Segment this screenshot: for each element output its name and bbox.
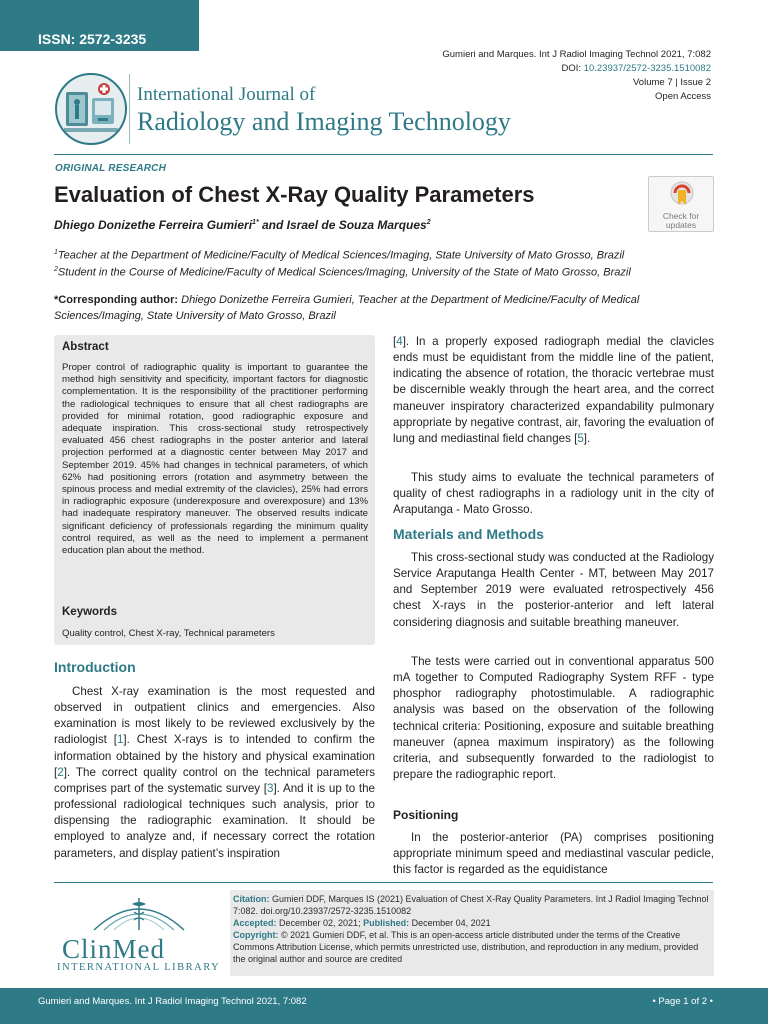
corresponding-author-label: *Corresponding author: xyxy=(54,294,179,306)
copyright-row xyxy=(233,929,713,965)
check-updates-line2: updates xyxy=(665,220,697,230)
bookmark-icon xyxy=(669,181,695,209)
page-indicator: • Page 1 of 2 • xyxy=(652,996,713,1007)
publisher-subtitle: INTERNATIONAL LIBRARY xyxy=(57,962,221,973)
affiliation-2-text: Student in the Course of Medicine/Faculty of Medical Sciences/Imaging, University of the State of Mato Grosso, Brazil xyxy=(57,266,631,279)
intro-text-b: ]. Chest X-rays is to intended to confirm the information obtained by the history and physical examination [ xyxy=(54,733,375,779)
publisher-logo-icon xyxy=(84,892,194,934)
introduction-paragraph-1 xyxy=(54,684,375,862)
citation-label: Citation: xyxy=(233,894,270,904)
author-1-sup: 1* xyxy=(252,219,259,226)
citation-block xyxy=(233,893,713,966)
intro2-text-b: ]. In a properly exposed radiograph medial the clavicles ends must be equidistant from the middle line of the patient, indicating the absence of rotation, the thoracic vertebrae must be discernible weakly through the heart area, and the correct maneuver inspiratory characterized expandability pulmonary appropriate by negative contrast, air, favoring the evaluation of lung and mediastinal field changes [ xyxy=(393,335,714,445)
author-list xyxy=(54,218,431,232)
citation-link-4[interactable]: 4 xyxy=(396,335,403,348)
issn-text: ISSN: 2572-3235 xyxy=(38,31,147,47)
journal-logo-icon xyxy=(54,72,128,146)
header-divider xyxy=(54,154,713,155)
citation-line: Gumieri and Marques. Int J Radiol Imaging Technol 2021, 7:082 xyxy=(442,49,711,60)
citation-link-1[interactable]: 1 xyxy=(116,733,124,747)
accepted-label: Accepted: xyxy=(233,918,277,929)
affiliation-1-text: Teacher at the Department of Medicine/Faculty of Medical Sciences/Imaging, State University of Mato Grosso, Brazil xyxy=(57,249,625,262)
intro-text-a: Chest X-ray examination is the most requested and observed in outpatient clinics and emergencies. Also examination is most likely to be reviewed exclusively by the radiologist [ xyxy=(54,685,375,747)
open-access-label: Open Access xyxy=(655,91,711,102)
article-type: ORIGINAL RESEARCH xyxy=(55,163,167,174)
affiliation-1 xyxy=(54,249,624,262)
citation-link-5[interactable]: 5 xyxy=(577,431,584,445)
publisher-name: ClinMed xyxy=(62,934,166,964)
intro-text-d: ]. And it is up to the professional radiological techniques such analysis, prior to dispensing the radiographic examination. It should be employed to analyze and, if necessary correct the rotation parameters, and display patient’s inspiration xyxy=(54,781,376,860)
methods-paragraph-1: This cross-sectional study was conducted at the Radiology Service Araputanga Health Center - MT, between May 2017 and September 2019 were evaluated retrospectively 456 chest X-rays in the posterior-anterior and left lateral considering diagnosis and suitable breathing maneuver. xyxy=(393,551,714,629)
doi-link[interactable]: 10.23937/2572-3235.1510082 xyxy=(583,63,711,74)
citation-row xyxy=(233,893,713,917)
footer-citation: Gumieri and Marques. Int J Radiol Imaging Technol 2021, 7:082 xyxy=(38,996,307,1007)
methods-paragraph-3: In the posterior-anterior (PA) comprises positioning appropriate minimum speed and mediastinal vascular pedicle, this factor is regarded as the equidistance xyxy=(393,831,714,877)
footer-divider xyxy=(54,882,713,883)
citation-link-2[interactable]: 2 xyxy=(57,765,64,779)
affiliation-2-sup: 2 xyxy=(54,266,58,273)
check-for-updates-badge[interactable] xyxy=(648,176,714,232)
abstract-heading: Abstract xyxy=(62,341,109,353)
published-date: December 04, 2021 xyxy=(409,918,491,929)
intro-text-c: ]. The correct quality control on the technical parameters comprises part of the systematic survey [ xyxy=(54,765,375,795)
introduction-paragraph-2 xyxy=(393,334,714,447)
intro2-text-c: ]. xyxy=(583,431,591,445)
copyright-label: Copyright: xyxy=(233,930,279,941)
doi-line xyxy=(562,63,712,74)
methods-paragraph-2: The tests were carried out in conventional apparatus 500 mA together to Computed Radiography System RFF - type phosphor radiography photostimulable. A radiographic analysis was based on the observation of the following technical criteria: Positioning, exposure and suitable breathing maneuver (apnea maximum inspiratory) as the following criteria, and subsequently forwarded to the radiologist to prepare the radiographic report. xyxy=(393,655,714,782)
corresponding-author-text: Dhiego Donizethe Ferreira Gumieri, Teacher at the Department of Medicine/Faculty of Medical Sciences/Imaging, State University of Mato Grosso, Brazil xyxy=(54,294,640,322)
author-2-sup: 2 xyxy=(426,219,431,226)
affiliation-1-sup: 1 xyxy=(54,249,58,256)
accepted-date: December 02, 2021; xyxy=(276,918,364,929)
journal-name-line1: International Journal of xyxy=(137,84,316,105)
keywords-list: Quality control, Chest X-ray, Technical parameters xyxy=(62,628,275,639)
doi-label: DOI: xyxy=(561,63,582,74)
volume-issue: Volume 7 | Issue 2 xyxy=(633,77,711,88)
keywords-heading: Keywords xyxy=(62,606,117,618)
logo-divider xyxy=(129,74,130,144)
corresponding-author xyxy=(54,292,714,324)
author-1: Dhiego Donizethe Ferreira Gumieri xyxy=(54,218,253,232)
journal-name-line2: Radiology and Imaging Technology xyxy=(137,107,511,136)
positioning-heading: Positioning xyxy=(393,808,459,822)
introduction-paragraph-3: This study aims to evaluate the technical parameters of quality of chest radiographs in a radiology unit in the city of Araputanga - Mato Grosso. xyxy=(393,471,714,517)
intro2-text-a: [ xyxy=(393,335,397,348)
dates-row xyxy=(233,917,713,929)
introduction-heading: Introduction xyxy=(54,659,136,675)
copyright-text: © 2021 Gumieri DDF, et al. This is an open-access article distributed under the terms of the Creative Commons Attribution License, which permits unrestricted use, distribution, and reproduction in any medium, provided the original author and source are credited xyxy=(233,930,699,965)
check-updates-line1: Check for xyxy=(662,211,700,221)
methods-heading: Materials and Methods xyxy=(393,526,544,542)
citation-link-3[interactable]: 3 xyxy=(267,781,274,795)
abstract-body: Proper control of radiographic quality is important to guarantee the method high sensitivity and specificity, important factors for diagnostic complementation. It is the responsibility of the practitioner performing the radiological techniques to ensure that all chest radiographs are provided for minimal rotation, good radiographic exposure and adequate inspiration. This cross-sectional study retrospectively evaluated 456 chest radiographs in the poster anterior and lateral projection performed at a diagnostic center between May 2017 and September 2019. 45% had changes in technical parameters, of which 62% had positioning errors (rotation and asymmetry between the spinous process and medial extremity of the clavicles), 25% had errors in radiographic exposure (underexposure and overexposure) and 13% had inadequate respiratory maneuver. The observed results indicate significant deficiency of professionals regarding the minimum quality control required, as well as the need to implement a permanent education plan about the method. xyxy=(62,362,368,557)
author-2: and Israel de Souza Marques xyxy=(258,218,427,232)
article-title: Evaluation of Chest X-Ray Quality Parameters xyxy=(54,182,535,207)
citation-text: Gumieri DDF, Marques IS (2021) Evaluation of Chest X-Ray Quality Parameters. Int J Radiol Imaging Technol 7:082. doi.org/10.23937/2572-3235.1510082 xyxy=(233,894,709,917)
published-label: Published: xyxy=(363,918,410,929)
affiliation-2 xyxy=(54,266,631,279)
